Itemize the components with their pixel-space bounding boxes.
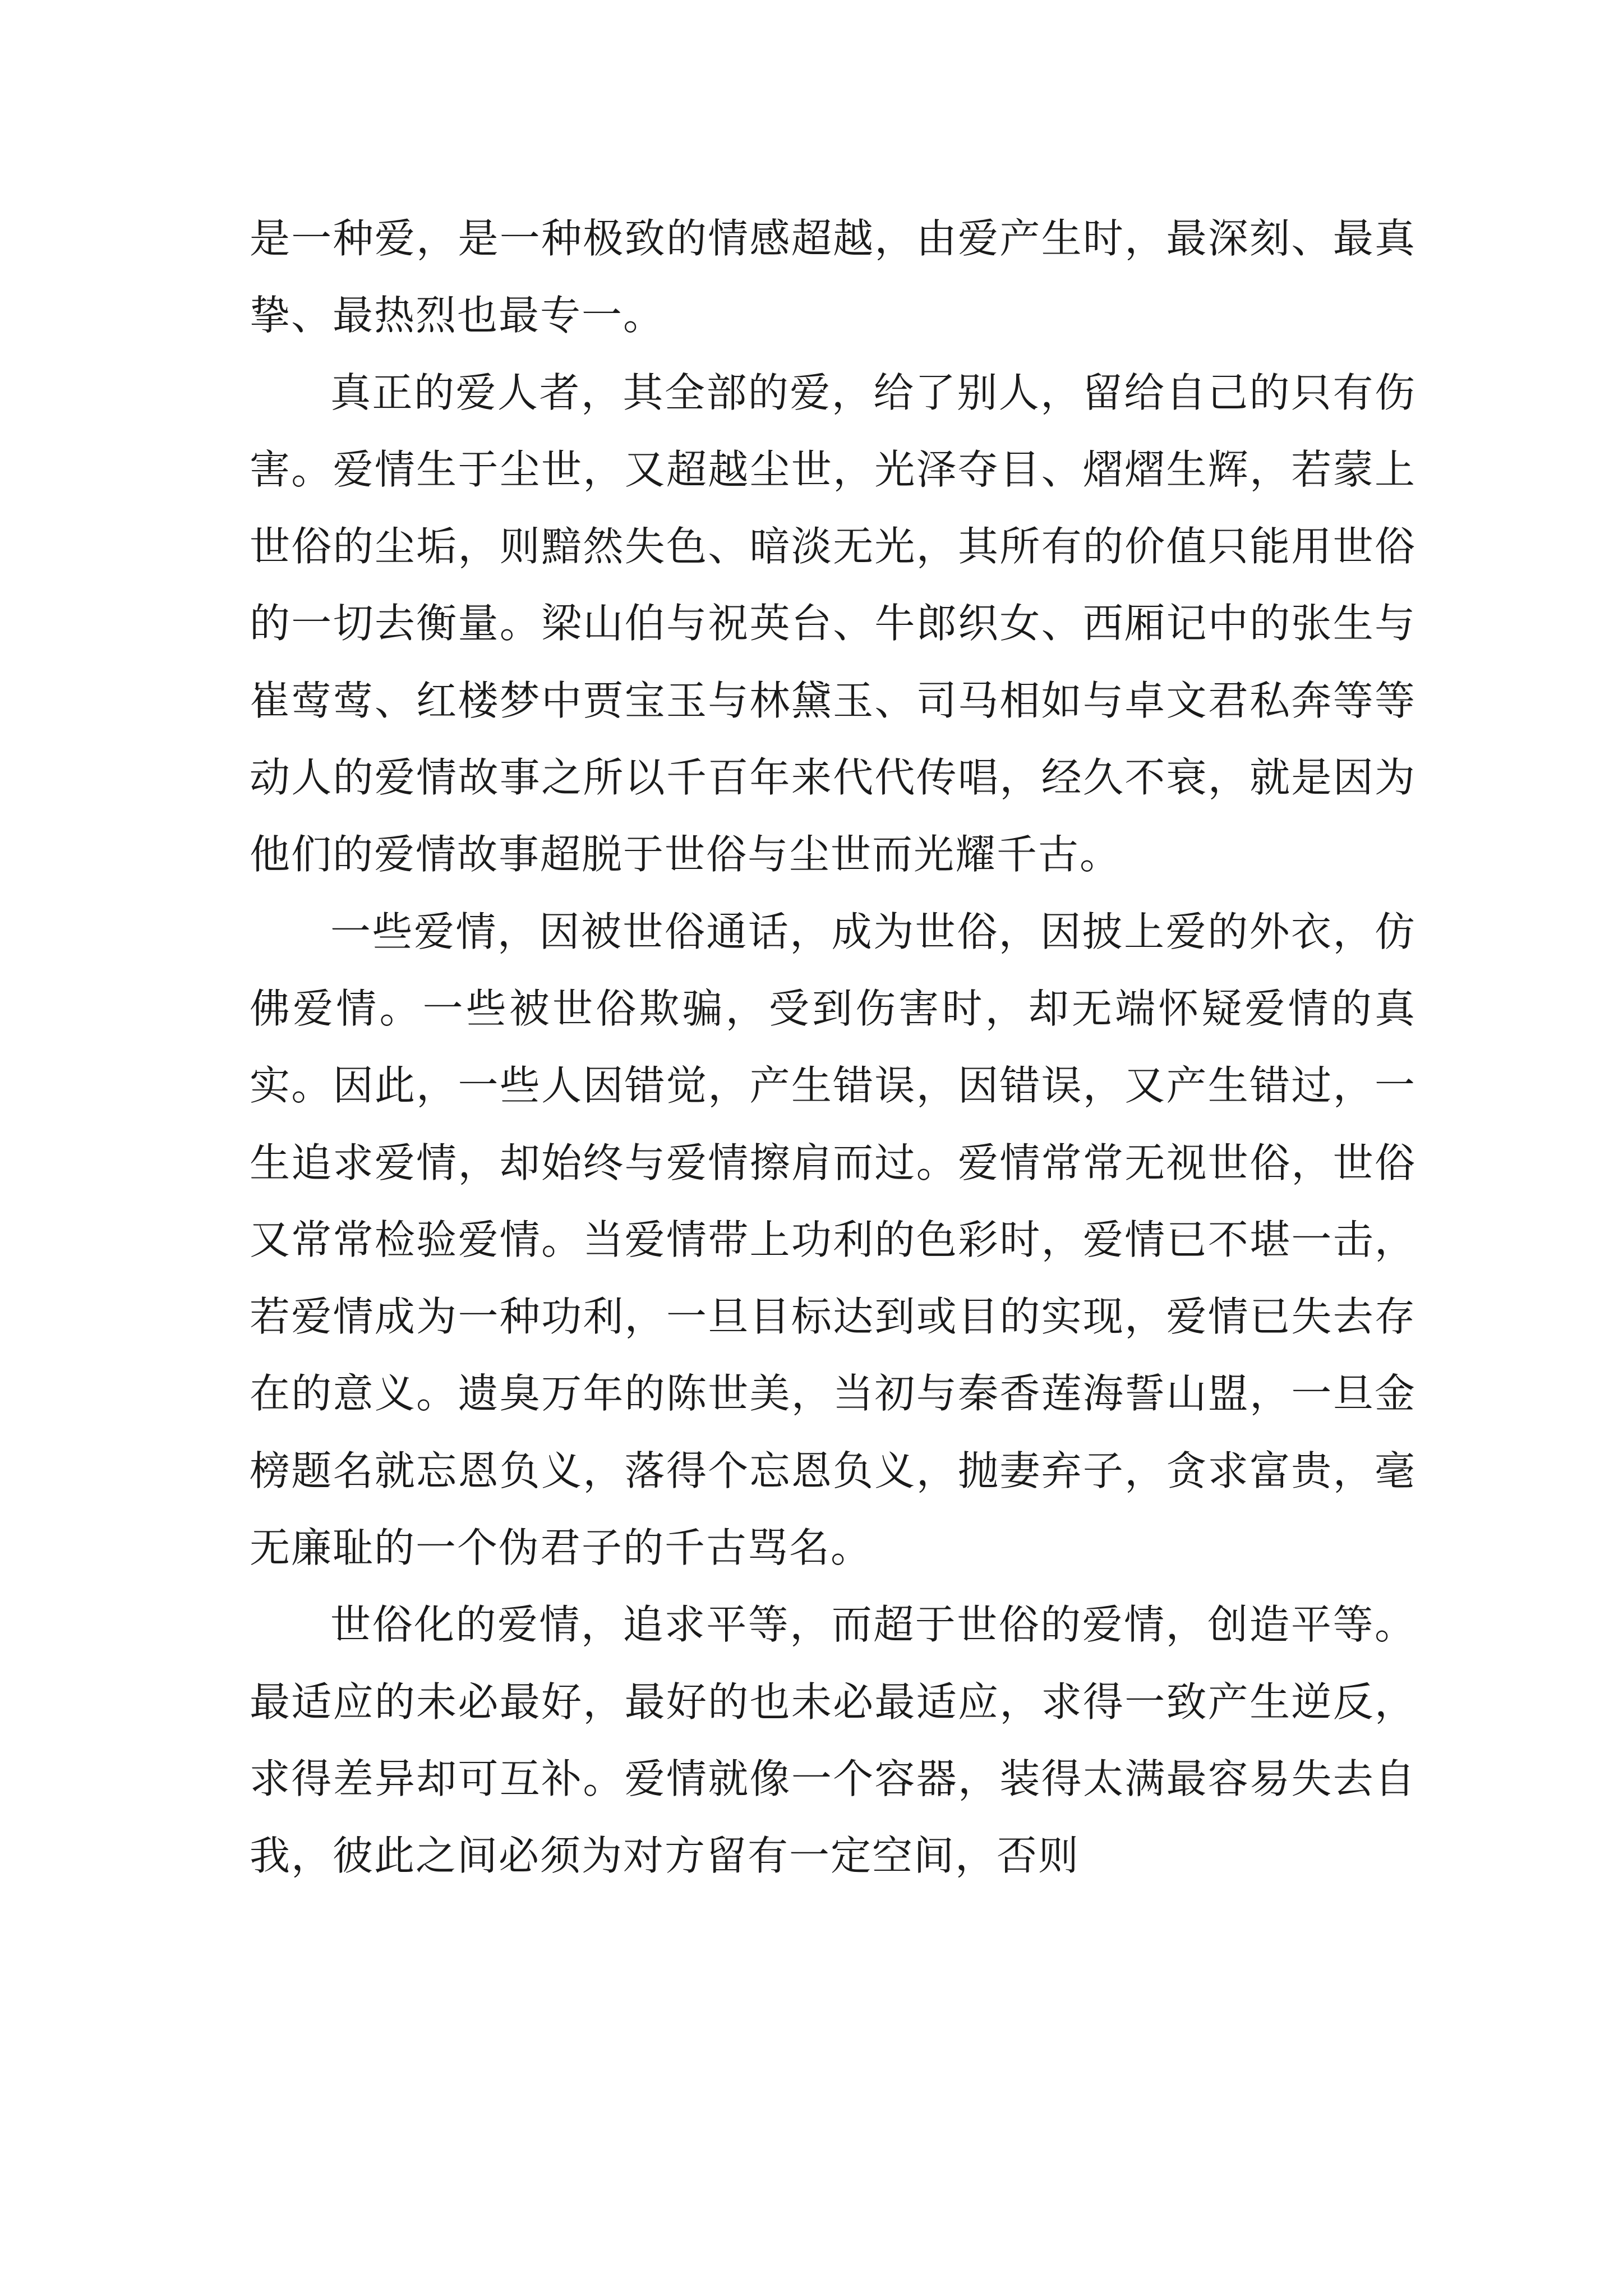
paragraph-4: 世俗化的爱情，追求平等，而超于世俗的爱情，创造平等。最适应的未必最好，最好的也未必最适应，求得一致产生逆反，求得差异却可互补。爱情就像一个容器，装得太满最容易失去自我，彼此之间必须为对方留有一定空间，否则 [250,1601,1416,1880]
paragraph-1: 是一种爱，是一种极致的情感超越，由爱产生时，最深刻、最真挚、最热烈也最专一。 [250,215,1416,339]
article-body [250,200,1416,1895]
paragraph-2: 真正的爱人者，其全部的爱，给了别人，留给自己的只有伤害。爱情生于尘世，又超越尘世，光泽夺目、熠熠生辉，若蒙上世俗的尘垢，则黯然失色、暗淡无光，其所有的价值只能用世俗的一切去衡量。梁山伯与祝英台、牛郎织女、西厢记中的张生与崔莺莺、红楼梦中贾宝玉与林黛玉、司马相如与卓文君私奔等等动人的爱情故事之所以千百年来代代传唱，经久不衰，就是因为他们的爱情故事超脱于世俗与尘世而光耀千古。 [250,369,1416,878]
paragraph-3: 一些爱情，因被世俗通话，成为世俗，因披上爱的外衣，仿佛爱情。一些被世俗欺骗，受到伤害时，却无端怀疑爱情的真实。因此，一些人因错觉，产生错误，因错误，又产生错过，一生追求爱情，却始终与爱情擦肩而过。爱情常常无视世俗，世俗又常常检验爱情。当爱情带上功利的色彩时，爱情已不堪一击，若爱情成为一种功利，一旦目标达到或目的实现，爱情已失去存在的意义。遗臭万年的陈世美，当初与秦香莲海誓山盟，一旦金榜题名就忘恩负义，落得个忘恩负义，抛妻弃子，贪求富贵，毫无廉耻的一个伪君子的千古骂名。 [250,908,1416,1572]
